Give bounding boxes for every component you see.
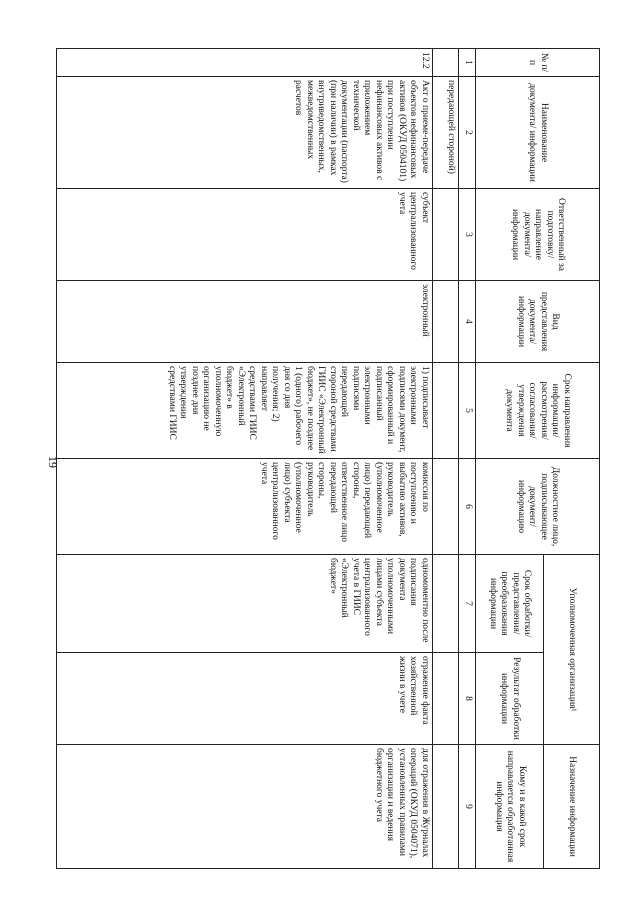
header-deadline: Срок направления информации/ рассмотрения/ согласования/ утверждения документа	[476, 363, 600, 459]
cell-num	[433, 49, 459, 77]
header-doc-name: Наименование документа/ информации	[476, 77, 600, 189]
header-org-group: Уполномоченная организация¹	[544, 555, 600, 745]
cell-org-deadline: одномоментно после подписания документа уполномоченными лицами субъекта централизованного учета в ГИИС «Электронный бюджет»	[57, 555, 433, 653]
col-number: 4	[459, 281, 476, 363]
cell-official	[433, 459, 459, 555]
cell-org-result: отражение факта хозяйственной жизни в учете	[57, 653, 433, 745]
header-row-1	[544, 49, 600, 869]
col-number: 7	[459, 555, 476, 653]
col-number: 3	[459, 189, 476, 281]
header-org-result: Результат обработки информации	[476, 653, 544, 745]
cell-responsible: субъект централизованного учета	[57, 189, 433, 281]
col-number: 2	[459, 77, 476, 189]
col-number: 1	[459, 49, 476, 77]
page-number: 19	[46, 456, 60, 468]
cell-num: 12.2	[57, 49, 433, 77]
cell-purpose: для отражения в Журналах операций (ОКУД 0504071), установленных правилами организации и ведения бюджетного учета	[57, 745, 433, 869]
cell-purpose	[433, 745, 459, 869]
cell-responsible	[433, 189, 459, 281]
col-number: 9	[459, 745, 476, 869]
cell-deadline: 1) подписывает электронными подписями документ, сформированный и подписанный электронными подписями передающей стороной средствами ГИИС «Электронный бюджет», не позднее 1 (одного) рабочего дня со дня получения; 2) направляет средствами ГИИС «Электронный бюджет» в уполномоченную организацию не позднее дня утверждения средствами ГИИС	[57, 363, 433, 459]
cell-org-deadline	[433, 555, 459, 653]
header-purpose: Кому и в какой срок направляется обработанная информация	[476, 745, 544, 869]
table-row	[57, 49, 433, 869]
header-form: Вид представления документа/ информации	[476, 281, 600, 363]
cell-doc-name: Акт о приеме-передаче объектов нефинансовых активов (ОКУД 0504101) при поступлении нефинансовых активов с приложением технической документации (паспорта) (при наличии) в рамках внутриведомственных, межведомственных расчетов	[57, 77, 433, 189]
cell-deadline	[433, 363, 459, 459]
cell-doc-name: передающей стороной)	[433, 77, 459, 189]
rotated-page-content	[56, 48, 600, 868]
col-number: 6	[459, 459, 476, 555]
header-official: Должностное лицо, подписывающее документ/ информацию	[476, 459, 600, 555]
header-purpose-group: Назначение информации	[544, 745, 600, 869]
continuation-row	[433, 49, 459, 869]
cell-org-result	[433, 653, 459, 745]
header-responsible: Ответственный за подготовку/ направление документа/ информации	[476, 189, 600, 281]
header-org-deadline: Срок обработки/ представления/ преобразования информации	[476, 555, 544, 653]
cell-form: электронный	[57, 281, 433, 363]
header-num: № п/п	[476, 49, 600, 77]
cell-form	[433, 281, 459, 363]
column-number-row	[459, 49, 476, 869]
document-table	[56, 48, 600, 869]
col-number: 5	[459, 363, 476, 459]
cell-official: комиссия по поступлению и выбытию активов, руководитель (уполномоченное лицо) передающей стороны, ответственное лицо передающей стороны, руководитель (уполномоченное лицо) субъекта централизованного учета	[57, 459, 433, 555]
col-number: 8	[459, 653, 476, 745]
